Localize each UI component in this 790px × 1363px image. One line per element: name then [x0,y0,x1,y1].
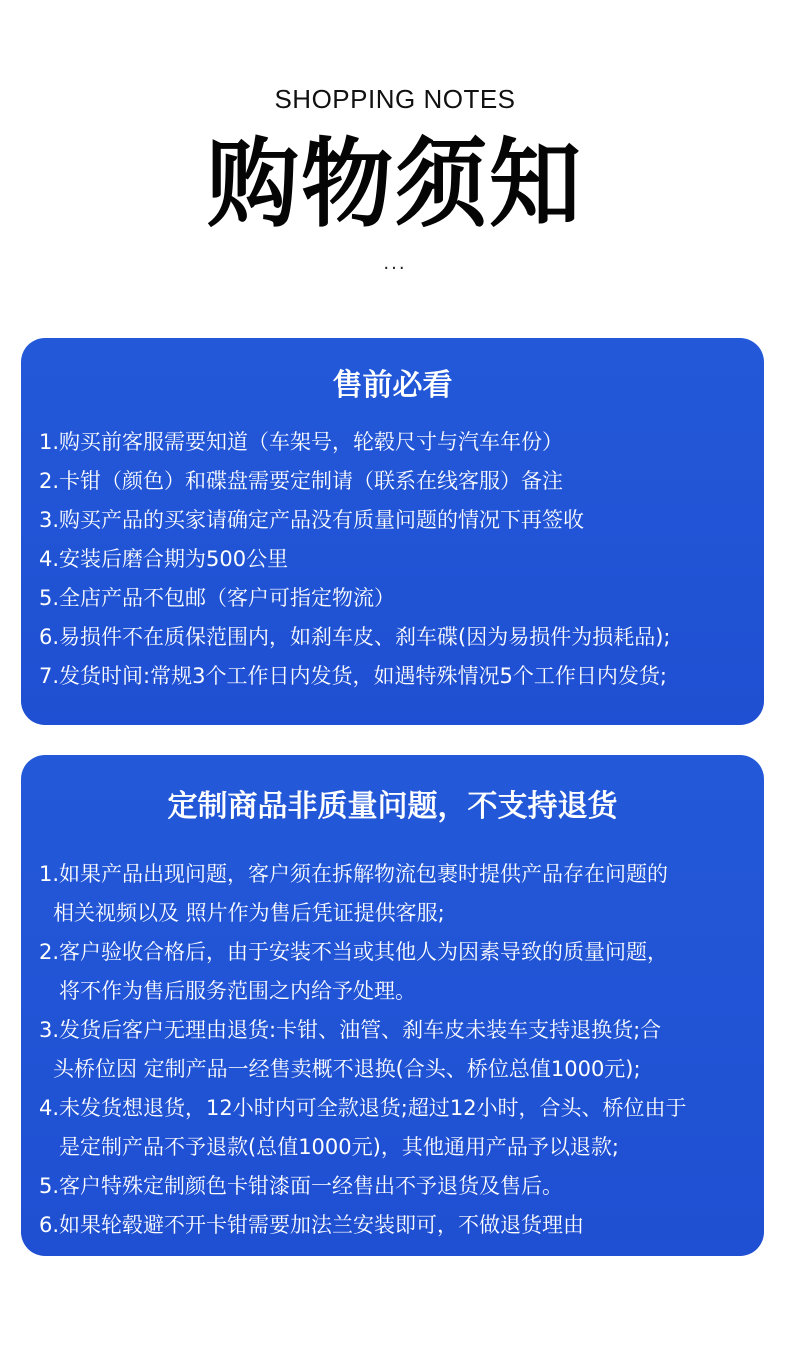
list-item-line: 是定制产品不予退款(总值1000元)，其他通用产品予以退款; [59,1135,619,1159]
list-item-line: 6.如果轮毂避不开卡钳需要加法兰安装即可，不做退货理由 [39,1213,585,1237]
list-item-line: 1.如果产品出现问题，客户须在拆解物流包裹时提供产品存在问题的 [39,862,669,886]
header-subtitle: SHOPPING NOTES [274,84,516,114]
list-item-line: 4.未发货想退货，12小时内可全款退货;超过12小时，合头、桥位由于 [39,1096,687,1120]
list-item [39,933,764,1011]
list-item [39,855,764,933]
list-item-line: 2.客户验收合格后，由于安装不当或其他人为因素导致的质量问题， [39,940,669,964]
list-item-line: 头桥位因 定制产品一经售卖概不退换(合头、桥位总值1000元); [53,1057,641,1081]
list-item-line: 相关视频以及 照片作为售后凭证提供客服; [53,901,445,925]
list-item-line: 5.客户特殊定制颜色卡钳漆面一经售出不予退货及售后。 [39,1174,564,1198]
presale-notes-list [21,423,764,696]
list-item-line: 3.发货后客户无理由退货:卡钳、油管、刹车皮未装车支持退换货;合 [39,1018,662,1042]
list-item: 2.卡钳（颜色）和碟盘需要定制请（联系在线客服）备注 [39,469,564,493]
list-item [39,1206,764,1245]
list-item: 1.购买前客服需要知道（车架号，轮毂尺寸与汽车年份） [39,430,564,454]
list-item [39,1011,764,1089]
list-item [39,1167,764,1206]
return-policy-card [21,755,764,1256]
presale-notes-title: 售前必看 [332,368,453,403]
list-item: 6.易损件不在质保范围内，如刹车皮、刹车碟(因为易损件为损耗品); [39,625,671,649]
return-policy-list [21,855,764,1245]
list-item: 7.发货时间:常规3个工作日内发货，如遇特殊情况5个工作日内发货; [39,664,667,688]
list-item: 5.全店产品不包邮（客户可指定物流） [39,586,396,610]
list-item: 4.安装后磨合期为500公里 [39,547,289,571]
list-item-line: 将不作为售后服务范围之内给予处理。 [59,979,416,1003]
return-policy-title: 定制商品非质量问题，不支持退货 [167,789,618,824]
list-item [39,1089,764,1167]
page-title: 购物须知 [206,128,583,241]
presale-notes-card [21,338,764,725]
decorative-dots: ... [383,253,407,274]
list-item: 3.购买产品的买家请确定产品没有质量问题的情况下再签收 [39,508,585,532]
